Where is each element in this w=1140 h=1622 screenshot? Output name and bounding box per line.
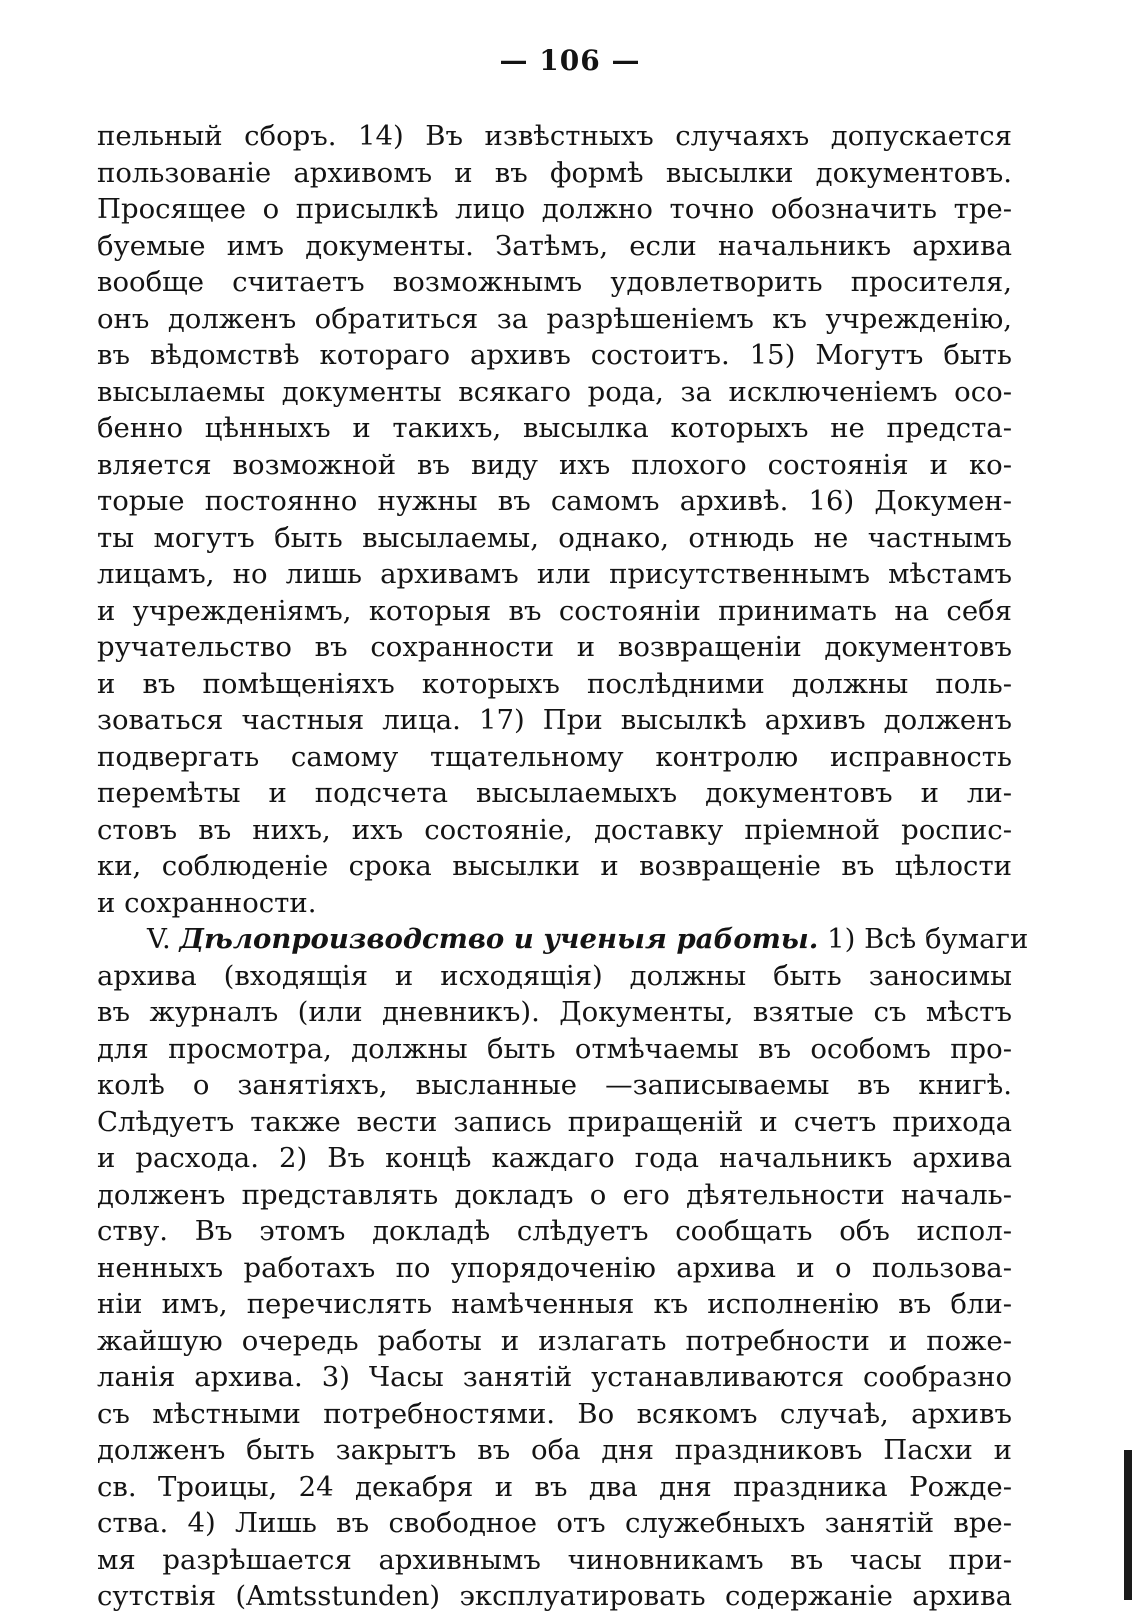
text-line: для просмотра, должны быть отмѣчаемы въ особомъ про-: [97, 1032, 1012, 1065]
section-number: V.: [147, 923, 171, 955]
text-line: Просящее о присылкѣ лицо должно точно обозначить тре-: [97, 193, 1012, 225]
paragraph-1: [97, 118, 1012, 921]
section-first-line-text: 1) Всѣ бумаги: [827, 923, 1029, 955]
text-line: ства. 4) Лишь въ свободное отъ служебныхъ занятій вре-: [97, 1507, 1012, 1539]
section-heading: Дѣлопроизводство и ученыя работы.: [179, 923, 819, 955]
text-line: стовъ въ нихъ, ихъ состояніе, доставку пріемной роспис-: [97, 813, 1012, 846]
text-line: долженъ представлять докладъ о его дѣятельности началь-: [97, 1178, 1012, 1211]
text-line: торые постоянно нужны въ самомъ архивѣ. 16) Докумен-: [97, 485, 1012, 517]
text-line: пельный сборъ. 14) Въ извѣстныхъ случаяхъ допускается: [97, 120, 1012, 152]
section-heading-line: [97, 921, 1029, 958]
text-line: ручательство въ сохранности и возвращеніи документовъ: [97, 631, 1012, 663]
text-line: ланія архива. 3) Часы занятій устанавливаются сообразно: [97, 1361, 1012, 1393]
text-line: высылаемы документы всякаго рода, за исключеніемъ осо-: [97, 375, 1012, 408]
text-line: буемые имъ документы. Затѣмъ, если начальникъ архива: [97, 229, 1012, 262]
text-line: мя разрѣшается архивнымъ чиновникамъ въ часы при-: [97, 1543, 1012, 1576]
text-line: и учрежденіямъ, которыя въ состояніи принимать на себя: [97, 594, 1012, 627]
text-line: и расхода. 2) Въ концѣ каждаго года начальникъ архива: [97, 1142, 1012, 1174]
text-line: жайшую очередь работы и излагать потребности и поже-: [97, 1324, 1012, 1357]
text-line: съ мѣстными потребностями. Во всякомъ случаѣ, архивъ: [97, 1397, 1012, 1430]
text-line: ненныхъ работахъ по упорядоченію архива и о пользова-: [97, 1251, 1012, 1284]
text-line: подвергать самому тщательному контролю исправность: [97, 740, 1012, 773]
text-line: ты могутъ быть высылаемы, однако, отнюдь не частнымъ: [97, 521, 1012, 554]
page-edge-mark: [1124, 1450, 1132, 1600]
text-line: сутствія (Amtsstunden) эксплуатировать содержаніе архива: [97, 1580, 1012, 1612]
text-line: св. Троицы, 24 декабря и въ два дня праздника Рожде-: [97, 1470, 1012, 1503]
text-line: и въ помѣщеніяхъ которыхъ послѣдними должны поль-: [97, 667, 1012, 700]
text-line: въ вѣдомствѣ котораго архивъ состоитъ. 15) Могутъ быть: [97, 339, 1012, 371]
page-number: — 106 —: [499, 44, 641, 77]
text-line: архива (входящія и исходящія) должны быть заносимы: [97, 959, 1012, 992]
text-line: ству. Въ этомъ докладѣ слѣдуетъ сообщать объ испол-: [97, 1215, 1012, 1247]
text-line: лицамъ, но лишь архивамъ или присутственнымъ мѣстамъ: [97, 558, 1012, 590]
text-line: перемѣты и подсчета высылаемыхъ документовъ и ли-: [97, 777, 1012, 809]
text-line: долженъ быть закрытъ въ оба дня праздниковъ Пасхи и: [97, 1434, 1012, 1466]
text-line: Слѣдуетъ также вести запись приращеній и счетъ прихода: [97, 1105, 1012, 1138]
text-line: зоваться частныя лица. 17) При высылкѣ архивъ долженъ: [97, 704, 1012, 736]
text-line: пользованіе архивомъ и въ формѣ высылки документовъ.: [97, 156, 1012, 189]
text-line: и сохранности.: [97, 886, 317, 919]
text-line: бенно цѣнныхъ и такихъ, высылка которыхъ не предста-: [97, 412, 1012, 444]
text-line: онъ долженъ обратиться за разрѣшеніемъ къ учрежденію,: [97, 302, 1012, 335]
text-line: вляется возможной въ виду ихъ плохого состоянія и ко-: [97, 448, 1012, 481]
text-line: колѣ о занятіяхъ, высланные —записываемы въ книгѣ.: [97, 1069, 1012, 1101]
text-line: вообще считаетъ возможнымъ удовлетворить просителя,: [97, 266, 1012, 298]
section-v: [97, 921, 1029, 1615]
text-line: ніи имъ, перечислять намѣченныя къ исполненію въ бли-: [97, 1288, 1012, 1320]
text-line: въ журналъ (или дневникъ). Документы, взятые съ мѣстъ: [97, 996, 1012, 1028]
text-line: ки, соблюденіе срока высылки и возвращеніе въ цѣлости: [97, 850, 1012, 882]
body-text: [97, 118, 1029, 1615]
